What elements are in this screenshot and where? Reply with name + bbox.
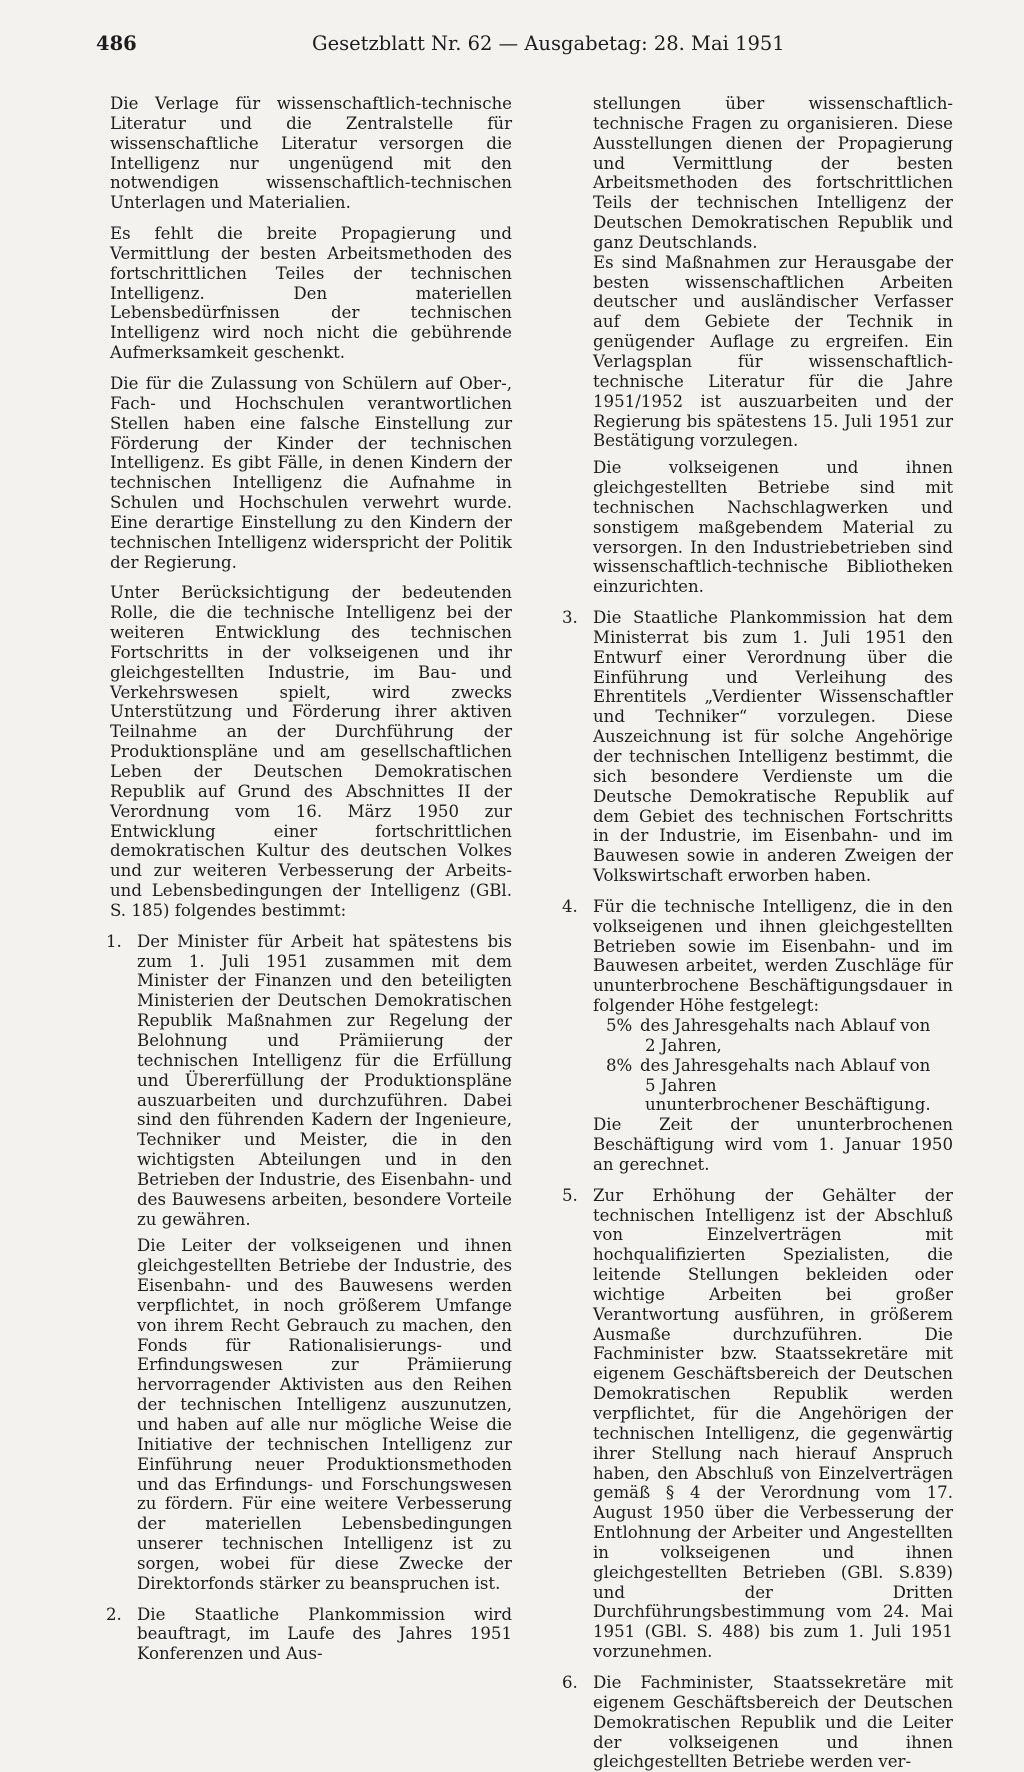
list-item xyxy=(562,608,953,886)
rate-text: 5 Jahren xyxy=(645,1075,717,1095)
rate-text: des Jahresgehalts nach Ablauf von xyxy=(640,1055,931,1075)
page-header xyxy=(96,32,785,62)
list-item xyxy=(562,1185,953,1662)
item-text: Zur Erhöhung der Gehälter der technischen Intelligenz ist der Abschluß von Einzelverträgen mit hochqualifizierten Spezialisten, die leitende Stellungen bekleiden oder wichtige Arbeiten bei großer Verantwortung ausführen, in größerem Ausmaße durchzuführen. Die Fachminister bzw. Staatssekretäre mit eigenem Geschäftsbereich der Deutschen Demokratischen Republik werden verpflichtet, für die Angehörigen der technischen Intelligenz, die gegenwärtig ihrer Stellung nach hierauf Anspruch haben, den Abschluß von Einzelverträgen gemäß § 4 der Verordnung vom 17. August 1950 über die Verbesserung der Entlohnung der Arbeiter und Angestellten in volkseigenen und ihnen gleichgestellten Betrieben (GBl. S.839) und der Dritten Durchführungsbestimmung vom 24. Mai 1951 (GBl. S. 488) bis zum 1. Juli 1951 vorzunehmen. xyxy=(593,1185,953,1662)
item-number: 3. xyxy=(562,608,578,628)
list-item-continued xyxy=(566,94,953,597)
item-number: 6. xyxy=(562,1672,578,1692)
item-text: Die Leiter der volkseigenen und ihnen gleichgestellten Betriebe der Industrie, des Eisenbahn- und des Bauwesens werden verpflichtet, in noch größerem Umfange von ihrem Recht Gebrauch zu machen, den Fonds für Rationalisierungs- und Erfindungswesen zur Prämiierung hervorragender Aktivisten aus den Reihen der technischen Intelligenz auszunutzen, und haben auf alle nur mögliche Weise die Initiative der technischen Intelligenz zur Einführung neuer Produktionsmethoden und das Erfindungs- und Forschungswesen zu fördern. Für eine weitere Verbesserung der materiellen Lebensbedingungen unserer technischen Intelligenz ist zu sorgen, wobei für diese Zwecke der Direktorfonds stärker zu beanspruchen ist. xyxy=(137,1236,512,1593)
right-column xyxy=(562,94,953,1772)
list-item xyxy=(106,1604,512,1665)
item-text: Die Zeit der ununterbrochenen Beschäftigung wird vom 1. Januar 1950 an gerechnet. xyxy=(593,1115,953,1174)
rate-text: des Jahresgehalts nach Ablauf von xyxy=(640,1015,931,1035)
left-column xyxy=(106,94,512,1664)
page-number: 486 xyxy=(96,32,137,55)
item-number: 4. xyxy=(562,896,578,916)
item-number: 2. xyxy=(106,1604,122,1624)
list-item xyxy=(562,1672,953,1772)
item-text: Für die technische Intelligenz, die in den volkseigenen und ihnen gleichgestellten Betrieben sowie im Eisenbahn- und im Bauwesen arbeitet, werden Zuschläge für ununterbrochene Beschäftigungsdauer in folgender Höhe festgelegt: xyxy=(593,896,953,1016)
rate-value: 5% xyxy=(606,1015,633,1035)
rate-entry xyxy=(593,1016,953,1036)
list-item xyxy=(562,896,953,1175)
rate-value: 8% xyxy=(606,1055,633,1075)
item-number: 1. xyxy=(106,931,122,951)
paragraph: Die für die Zulassung von Schülern auf Ober-, Fach- und Hochschulen verantwortlichen Stellen haben eine falsche Einstellung zur Förderung der Kinder der technischen Intelligenz. Es gibt Fälle, in denen Kindern der technischen Intelligenz die Aufnahme in Schulen und Hochschulen verwehrt wurde. Eine derartige Einstellung zu den Kindern der technischen Intelligenz widerspricht der Politik der Regierung. xyxy=(110,373,512,572)
paragraph: Die Verlage für wissenschaftlich-technische Literatur und die Zentralstelle für wissenschaftliche Literatur versorgen die Intelligenz nur ungenügend mit den notwendigen wissenschaftlich-technischen Unterlagen und Materialien. xyxy=(110,94,512,213)
item-text: Die Staatliche Plankommission hat dem Ministerrat bis zum 1. Juli 1951 den Entwurf einer Verordnung über die Einführung und Verleihung des Ehrentitels „Verdienter Wissenschaftler und Techniker“ vorzulegen. Diese Auszeichnung ist für solche Angehörige der technischen Intelligenz bestimmt, die sich besondere Verdienste um die Deutsche Demokratische Republik auf dem Gebiet des technischen Fortschritts in der Industrie, im Eisenbahn- und im Bauwesen sowie in anderen Zweigen der Volkswirtschaft erworben haben. xyxy=(593,608,953,886)
item-text: Die Staatliche Plankommission wird beauftragt, im Laufe des Jahres 1951 Konferenzen und Aus- xyxy=(137,1604,512,1664)
item-text: stellungen über wissenschaftlich-technische Fragen zu organisieren. Diese Ausstellungen dienen der Propagierung und Vermittlung der besten Arbeitsmethoden des fortschrittlichen Teils der technischen Intelligenz der Deutschen Demokratischen Republik und ganz Deutschlands. xyxy=(593,94,953,252)
rate-entry xyxy=(593,1056,953,1076)
rate-text: 2 Jahren, xyxy=(645,1035,722,1055)
running-title: Gesetzblatt Nr. 62 — Ausgabetag: 28. Mai 1951 xyxy=(312,32,785,55)
list-item xyxy=(106,931,512,1594)
paragraph: Unter Berücksichtigung der bedeutenden Rolle, die die technische Intelligenz bei der weiteren Entwicklung des technischen Fortschritts in der volkseigenen und ihr gleichgestellten Industrie, im Bau- und Verkehrswesen spielt, wird zwecks Unterstützung und Förderung ihrer aktiven Teilnahme an der Durchführung der Produktionspläne und am gesellschaftlichen Leben der Deutschen Demokratischen Republik auf Grund des Abschnittes II der Verordnung vom 16. März 1950 zur Entwicklung einer fortschrittlichen demokratischen Kultur des deutschen Volkes und zur weiteren Verbesserung der Arbeits- und Lebensbedingungen der Intelligenz (GBl. S. 185) folgendes bestimmt: xyxy=(110,583,512,920)
item-number: 5. xyxy=(562,1185,578,1205)
item-text: Die Fachminister, Staatssekretäre mit eigenem Geschäftsbereich der Deutschen Demokratischen Republik und die Leiter der volkseigenen und ihnen gleichgestellten Betriebe werden ver- xyxy=(593,1672,953,1772)
item-text: Die volkseigenen und ihnen gleichgestellten Betriebe sind mit technischen Nachschlagwerken und sonstigem maßgebendem Material zu versorgen. In den Industriebetrieben sind wissenschaftlich-technische Bibliotheken einzurichten. xyxy=(593,458,953,597)
item-text: Der Minister für Arbeit hat spätestens bis zum 1. Juli 1951 zusammen mit dem Minister der Finanzen und den beteiligten Ministerien der Deutschen Demokratischen Republik Maßnahmen zur Regelung der Belohnung und Prämiierung der technischen Intelligenz für die Erfüllung und Übererfüllung der Produktionspläne auszuarbeiten und durchzuführen. Dabei sind den führenden Kadern der Ingenieure, Techniker und Meister, die in den wichtigsten Abteilungen und in den Betrieben der Industrie, des Eisenbahn- und des Bauwesens arbeiten, besondere Vorteile zu gewähren. xyxy=(137,931,512,1229)
item-text: Es sind Maßnahmen zur Herausgabe der besten wissenschaftlichen Arbeiten deutscher und ausländischer Verfasser auf dem Gebiete der Technik in genügender Auflage zu ergreifen. Ein Verlagsplan für wissenschaftlich-technische Literatur für die Jahre 1951/1952 ist auszuarbeiten und der Regierung bis spätestens 15. Juli 1951 zur Bestätigung vorzulegen. xyxy=(593,252,953,451)
rate-tail: ununterbrochener Beschäftigung. xyxy=(645,1095,931,1115)
paragraph: Es fehlt die breite Propagierung und Vermittlung der besten Arbeitsmethoden des fortschrittlichen Teiles der technischen Intelligenz. Den materiellen Lebensbedürfnissen der technischen Intelligenz wird noch nicht die gebührende Aufmerksamkeit geschenkt. xyxy=(110,224,512,363)
